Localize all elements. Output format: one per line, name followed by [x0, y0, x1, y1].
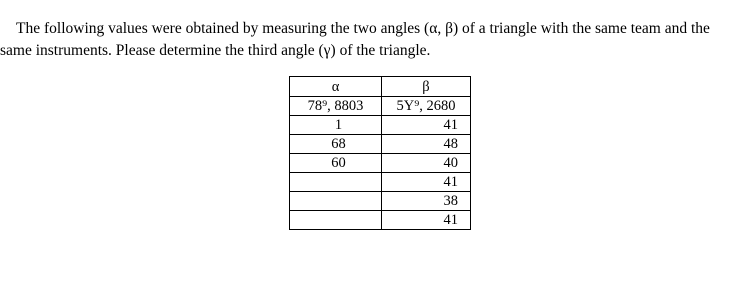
- beta-cell: 38: [382, 192, 471, 211]
- alpha-cell: [290, 173, 382, 192]
- problem-statement: [0, 18, 747, 62]
- table-subheader-row: [290, 97, 471, 116]
- problem-line-1: The following values were obtained by measuring the two angles (α, β) of a triangle with the same team and the: [16, 20, 710, 37]
- alpha-base-value: 78⁹, 8803: [290, 97, 382, 116]
- angle-measurements-table: [289, 76, 471, 230]
- alpha-cell: 1: [290, 116, 382, 135]
- beta-cell: 41: [382, 211, 471, 230]
- beta-cell: 48: [382, 135, 471, 154]
- alpha-cell: [290, 211, 382, 230]
- table-row: [290, 173, 471, 192]
- table-header-row: [290, 77, 471, 97]
- beta-cell: 41: [382, 116, 471, 135]
- table-row: [290, 211, 471, 230]
- alpha-header: α: [290, 77, 382, 97]
- table-row: [290, 116, 471, 135]
- beta-cell: 41: [382, 173, 471, 192]
- beta-base-value: 5Y⁹, 2680: [382, 97, 471, 116]
- alpha-cell: 68: [290, 135, 382, 154]
- table-row: [290, 154, 471, 173]
- table-row: [290, 192, 471, 211]
- problem-line-2: same instruments. Please determine the third angle (γ) of the triangle.: [0, 42, 431, 59]
- beta-header: β: [382, 77, 471, 97]
- alpha-cell: [290, 192, 382, 211]
- alpha-cell: 60: [290, 154, 382, 173]
- table-row: [290, 135, 471, 154]
- beta-cell: 40: [382, 154, 471, 173]
